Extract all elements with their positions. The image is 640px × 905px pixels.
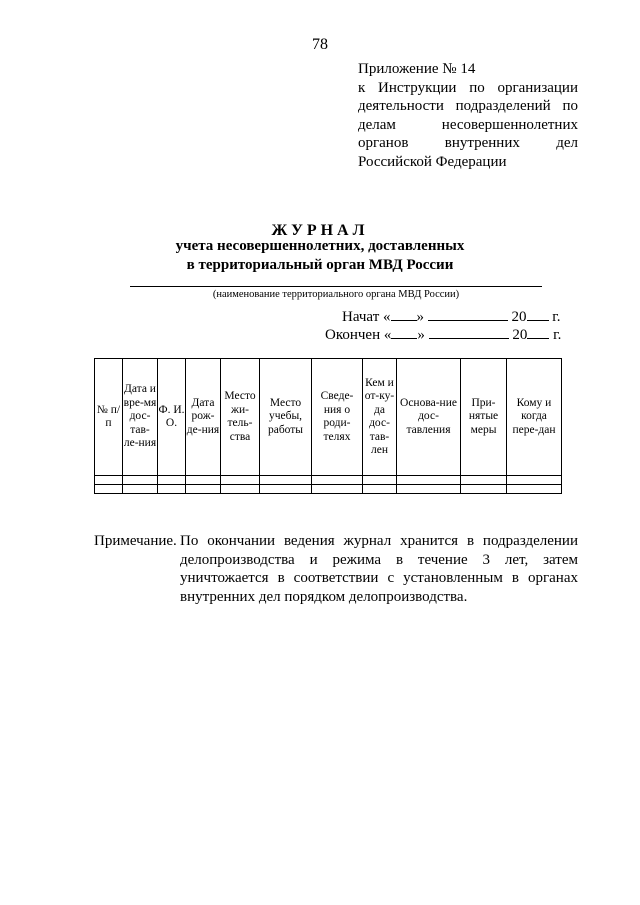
table-cell (312, 485, 363, 494)
column-header: Кем и от-ку-да дос-тав-лен (363, 359, 397, 476)
table-cell (312, 476, 363, 485)
column-header: Место учебы, работы (260, 359, 312, 476)
appendix-header (358, 60, 578, 171)
table-row (95, 485, 562, 494)
column-header: Место жи-тель-ства (221, 359, 260, 476)
appendix-line: к Инструкции по организации (358, 79, 578, 96)
document-title: ЖУРНАЛ (271, 222, 369, 239)
appendix-line: Российской Федерации (358, 153, 507, 170)
note-label: Примечание. (94, 533, 177, 549)
table-cell (158, 476, 186, 485)
table-row (95, 476, 562, 485)
ended-month-blank (429, 324, 509, 339)
table-cell (260, 476, 312, 485)
table-cell (95, 485, 123, 494)
table-cell (363, 476, 397, 485)
subtitle-line: в территориальный орган МВД России (186, 256, 454, 273)
appendix-line: делам несовершеннолетних (358, 116, 578, 133)
started-year-prefix: 20 (511, 309, 527, 325)
document-subtitle (0, 237, 640, 274)
subtitle-line: учета несовершеннолетних, доставленных (175, 238, 465, 254)
table-cell (507, 476, 562, 485)
column-header: Дата и вре-мя дос-тав-ле-ния (123, 359, 158, 476)
table-cell (397, 485, 461, 494)
page-number: 78 (312, 36, 328, 53)
table-cell (123, 485, 158, 494)
column-header: Основа-ние дос-тавления (397, 359, 461, 476)
ended-year-blank (527, 324, 549, 339)
column-header: При-нятые меры (461, 359, 507, 476)
table-cell (123, 476, 158, 485)
table-cell (461, 485, 507, 494)
ended-year-suffix: г. (553, 327, 562, 343)
column-header: Ф. И. О. (158, 359, 186, 476)
started-label: Начат « (342, 309, 391, 325)
ended-close-quote: » (417, 327, 425, 343)
ended-label: Окончен « (325, 327, 392, 343)
column-header: № п/п (95, 359, 123, 476)
table-cell (461, 476, 507, 485)
journal-table (94, 358, 562, 494)
table-header-row (95, 359, 562, 476)
table-cell (221, 485, 260, 494)
table-cell (95, 476, 123, 485)
ended-year-prefix: 20 (512, 327, 528, 343)
org-name-caption: (наименование территориального органа МВД России) (212, 289, 460, 300)
table-cell (158, 485, 186, 494)
started-year-blank (527, 306, 549, 321)
table-cell (221, 476, 260, 485)
table-cell (186, 476, 221, 485)
ended-date-line (325, 324, 561, 344)
ended-day-blank (391, 324, 417, 339)
appendix-line: Приложение № 14 (358, 61, 476, 77)
org-name-field-line (130, 286, 542, 287)
table-cell (397, 476, 461, 485)
column-header: Кому и когда пере-дан (507, 359, 562, 476)
note-text: По окончании ведения журнал хранится в подразделении делопроизводства и режима в течение 3 лет, затем уничтожается в соответствии с установленным в органах внутренних дел порядком делопроизводства. (180, 533, 578, 605)
started-month-blank (428, 306, 508, 321)
started-day-blank (391, 306, 417, 321)
appendix-line: органов внутренних дел (358, 135, 578, 151)
column-header: Сведе-ния о роди-телях (312, 359, 363, 476)
table-cell (507, 485, 562, 494)
started-year-suffix: г. (552, 309, 561, 325)
started-date-line (342, 306, 560, 326)
appendix-line: деятельности подразделений по (358, 98, 578, 114)
table-cell (363, 485, 397, 494)
column-header: Дата рож-де-ния (186, 359, 221, 476)
table-cell (260, 485, 312, 494)
started-close-quote: » (416, 309, 425, 325)
table-cell (186, 485, 221, 494)
